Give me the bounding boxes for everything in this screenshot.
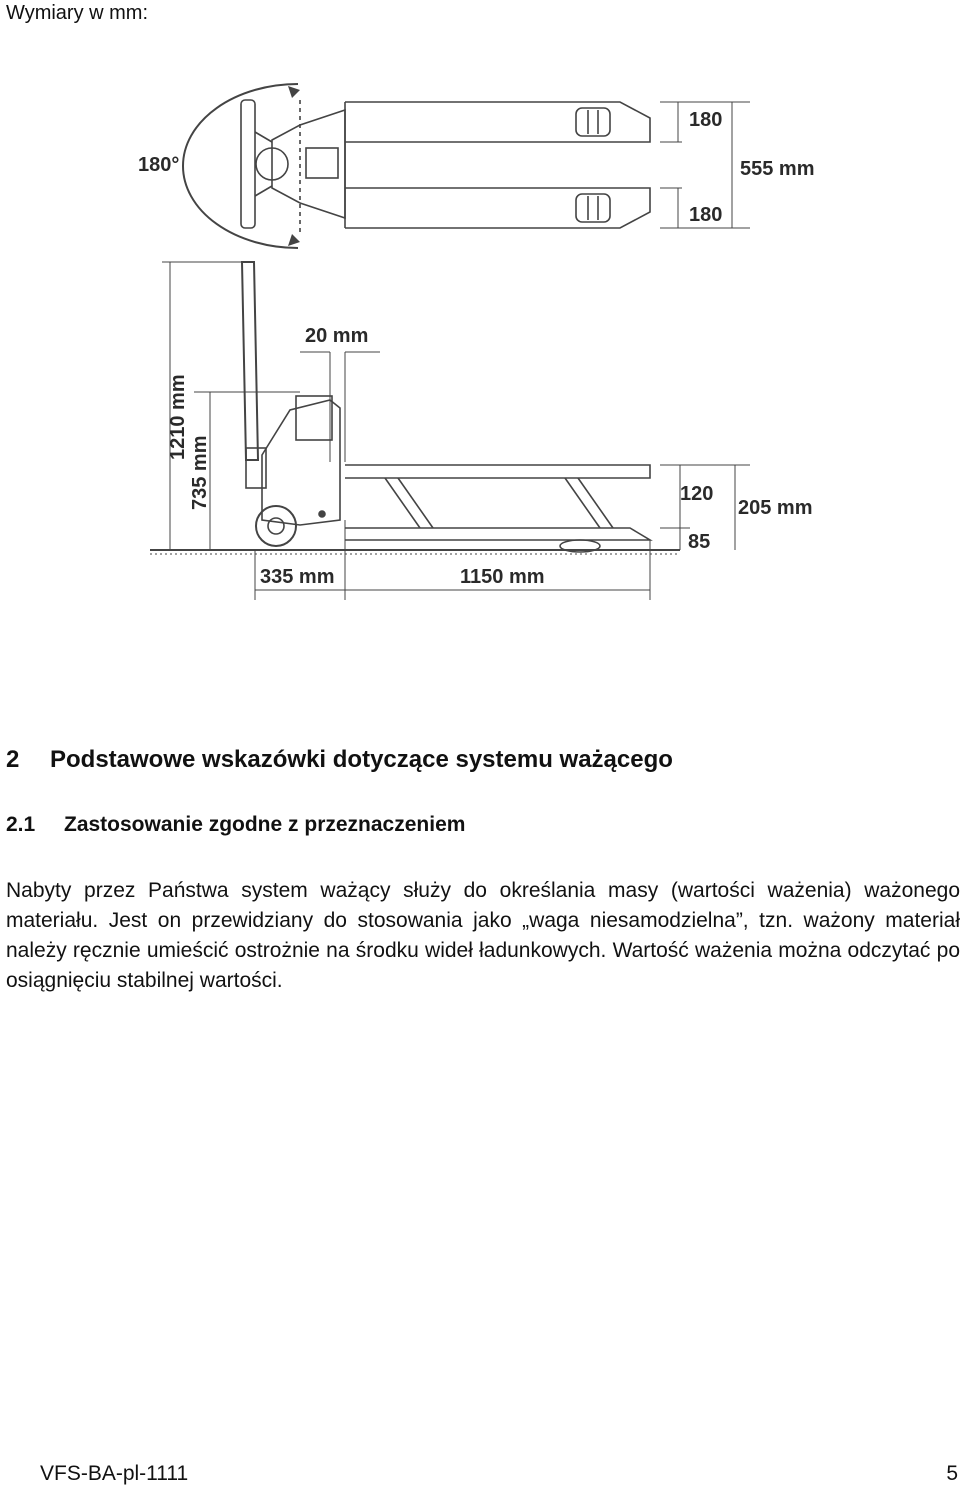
intended-use-paragraph: Nabyty przez Państwa system ważący służy do określania masy (wartości ważenia) ważonego materiału. Jest on przewidziany do stosowania jako „waga niesamodzielna”, tzn. ważony materiał należy ręcznie umieścić ostrożnie na środku wideł ładunkowych. Wartość ważenia można odczytać po osiągnięciu stabilnej wartości. — [6, 879, 960, 992]
section-heading — [6, 746, 673, 774]
section-title: Podstawowe wskazówki dotyczące systemu ważącego — [50, 746, 673, 773]
subsection-number: 2.1 — [6, 813, 36, 836]
handle-grip — [241, 100, 255, 228]
footer-document-id: VFS-BA-pl-1111 — [40, 1462, 189, 1485]
subsection-title: Zastosowanie zgodne z przeznaczeniem — [64, 813, 466, 836]
pallet-truck-dimension-drawing — [0, 0, 960, 620]
steering-wheel — [256, 506, 296, 546]
section-number: 2 — [6, 746, 20, 773]
gap-label: 20 mm — [305, 325, 369, 347]
total-width-label: 555 mm — [740, 158, 815, 180]
scale-display-top — [306, 148, 338, 178]
lifted-height-label: 120 — [680, 483, 714, 505]
footer-page-number: 5 — [946, 1462, 958, 1485]
fork-width-label-bottom: 180 — [689, 204, 723, 226]
handle-bar — [242, 262, 258, 460]
handle-height-label: 1210 mm — [167, 374, 189, 460]
rotation-label: 180° — [138, 154, 180, 176]
fork-side — [345, 465, 650, 478]
total-lift-label: 205 mm — [738, 497, 813, 519]
subsection-heading — [6, 813, 465, 837]
dimensions-intro-label: Wymiary w mm: — [6, 2, 149, 24]
front-length-label: 335 mm — [260, 566, 335, 588]
side-view — [150, 262, 750, 600]
scale-display-side — [296, 396, 332, 440]
top-view — [183, 84, 750, 248]
lowered-height-label: 85 — [688, 531, 711, 553]
fork-length-label: 1150 mm — [460, 566, 545, 588]
fork-width-label-top: 180 — [689, 109, 723, 131]
scale-height-label: 735 mm — [189, 435, 211, 510]
